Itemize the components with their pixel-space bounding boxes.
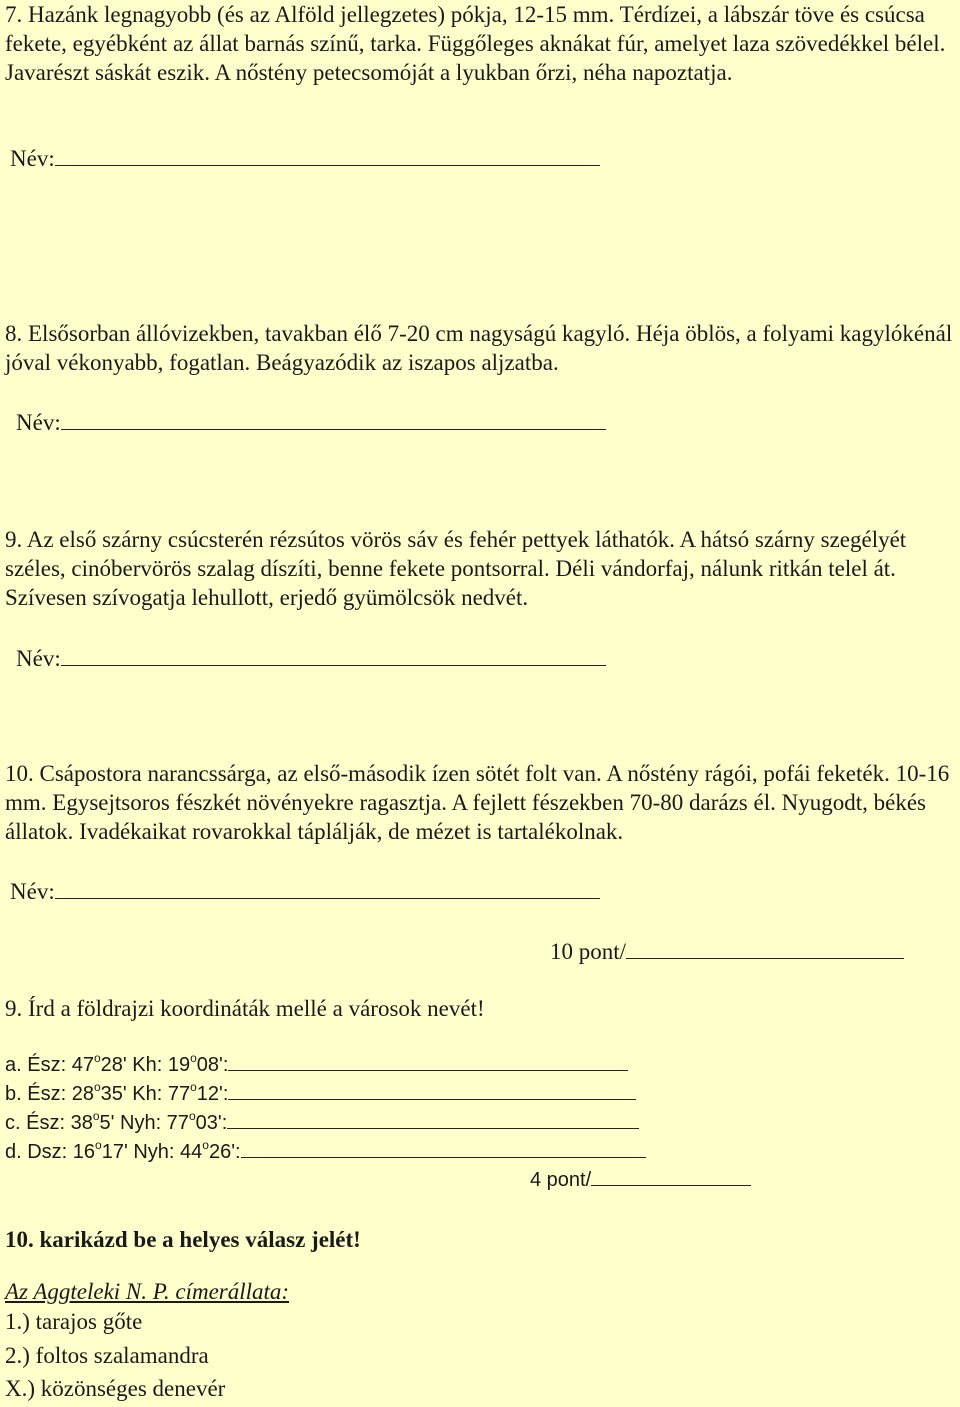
coordinate-item-b[interactable]: b. Ész: 28$^o$35' Kh: 77$^o$12': [5, 1080, 636, 1109]
coordinate-item-d[interactable]: d. Dsz: 16$^o$17' Nyh: 44$^o$26': [5, 1138, 646, 1167]
answer-field-9[interactable] [16, 643, 606, 673]
answer-line[interactable] [228, 1081, 636, 1100]
question-7-text: 7. Hazánk legnagyobb (és az Alföld jellegzetes) pókja, 12-15 mm. Térdízei, a lábszár töve és csúcsa fekete, egyébként az állat barnás színű, tarka. Függőleges aknákat fúr, amelyet laza szövedékkel bélel. Javarészt sáskát eszik. A nőstény petecsomóját a lyukban őrzi, néha napoztatja. [5, 2, 946, 85]
score-label: 10 pont/ [550, 939, 627, 964]
answer-field-10[interactable] [10, 876, 600, 906]
answer-line[interactable] [55, 143, 600, 166]
answer-line[interactable] [55, 876, 600, 899]
question-8-text: 8. Elsősorban állóvizekben, tavakban élő 7-20 cm nagyságú kagyló. Héja öblös, a folyami kagylókénál jóval vékonyabb, fogatlan. Beágyazódik az iszapos aljzatba. [5, 321, 953, 375]
score-field-2[interactable] [530, 1166, 751, 1195]
score-line[interactable] [591, 1167, 751, 1186]
coordinate-item-c[interactable]: c. Ész: 38$^o$5' Nyh: 77$^o$03': [5, 1109, 639, 1138]
name-label: Név: [10, 879, 55, 904]
answer-line[interactable] [227, 1110, 639, 1129]
name-label: Név: [16, 646, 61, 671]
answer-line[interactable] [228, 1052, 628, 1071]
question-9-text: 9. Az első szárny csúcsterén rézsútos vörös sáv és fehér pettyek láthatók. A hátsó szárny szegélyét széles, cinóbervörös szalag díszíti, benne fekete pontsorral. Déli vándorfaj, nálunk ritkán telel át. Szívesen szívogatja lehullott, erjedő gyümölcsök nedvét. [5, 527, 907, 610]
answer-line[interactable] [61, 407, 606, 430]
answer-field-8[interactable] [16, 407, 606, 437]
question-10-text: 10. Csápostora narancssárga, az első-második ízen sötét folt van. A nőstény rágói, pofái feketék. 10-16 mm. Egysejtsoros fészkét növényekre ragasztja. A fejlett fészekben 70-80 darázs él. Nyugodt, békés állatok. Ivadékaikat rovarokkal táplálják, de mézet is tartalékolnak. [5, 761, 950, 844]
name-label: Név: [10, 146, 55, 171]
answer-line[interactable] [241, 1139, 646, 1158]
option-x[interactable]: X.) közönséges denevér [5, 1376, 226, 1401]
task-10-subtitle: Az Aggteleki N. P. címerállata: [5, 1279, 290, 1304]
score-field-1[interactable] [550, 936, 904, 966]
option-2[interactable]: 2.) foltos szalamandra [5, 1343, 209, 1368]
coordinate-item-a[interactable]: a. Ész: 47$^o$28' Kh: 19$^o$08': [5, 1051, 628, 1080]
option-1[interactable]: 1.) tarajos gőte [5, 1309, 143, 1334]
task-9-title: 9. Írd a földrajzi koordináták mellé a városok nevét! [5, 996, 485, 1021]
task-10-title: 10. karikázd be a helyes válasz jelét! [5, 1227, 361, 1252]
score-label: 4 pont/ [530, 1169, 592, 1191]
answer-field-7[interactable] [10, 143, 600, 173]
name-label: Név: [16, 410, 61, 435]
score-line[interactable] [626, 936, 904, 959]
answer-line[interactable] [61, 643, 606, 666]
